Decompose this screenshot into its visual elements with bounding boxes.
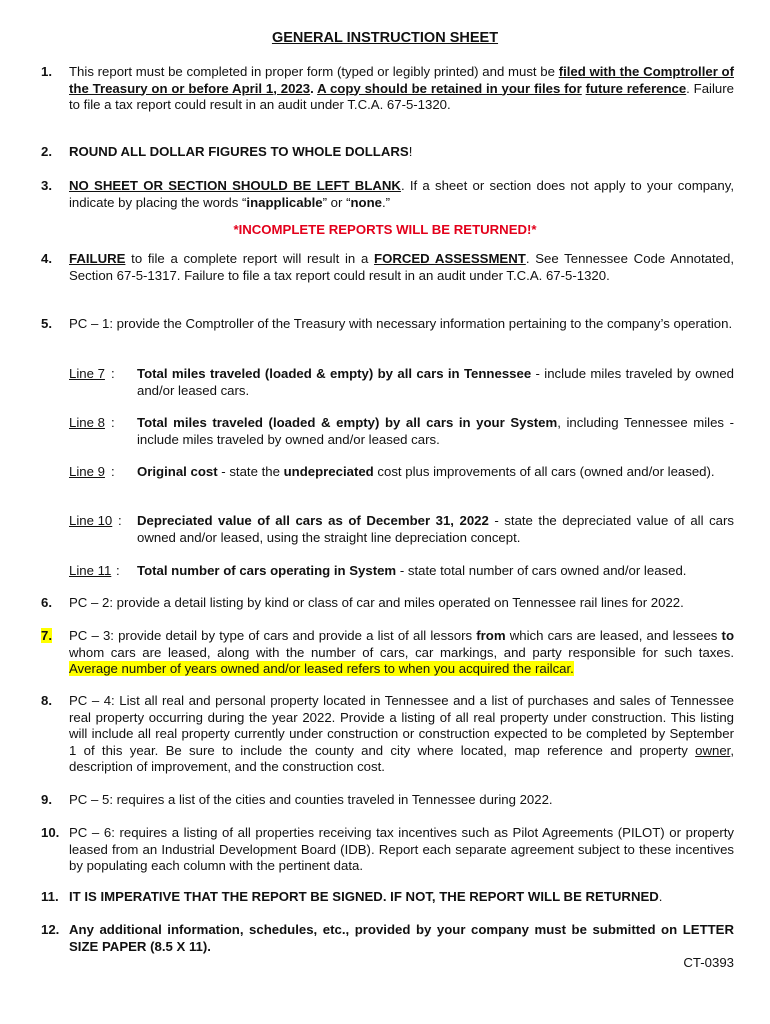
line-10-label: Line 10 xyxy=(69,513,113,528)
line-8-text: Total miles traveled (loaded & empty) by all cars in your System, including Tennessee miles - include miles traveled by owned and/or leased cars. xyxy=(137,415,734,447)
item-9-number: 9. xyxy=(41,792,52,807)
item-9-text: PC – 5: requires a list of the cities and counties traveled in Tennessee during 2022. xyxy=(69,792,553,807)
item-5-text: PC – 1: provide the Comptroller of the Treasury with necessary information pertaining to the company’s operation. xyxy=(69,316,733,331)
item-8-text: PC – 4: List all real and personal property located in Tennessee and a list of purchases and sales of Tennessee real property occurring during the year 2022. Provide a listing of all real property under construction. This listing will include all real property currently under construction or construction expected to be completed by September 1 of this year. Be sure to include the county and city where located, map reference and property owner, description of improvement, and the construction cost. xyxy=(69,693,734,774)
form-code: CT-0393 xyxy=(683,955,734,970)
item-1-text: This report must be completed in proper form (typed or legibly printed) and must be filed with the Comptroller of the Treasury on or before April 1, 2023. A copy should be retained in your files for future reference. Failure to file a tax report could result in an audit under T.C.A. 67-5-1320. xyxy=(69,64,734,112)
line-7-text: Total miles traveled (loaded & empty) by all cars in Tennessee - include miles traveled by owned and/or leased cars. xyxy=(137,366,734,398)
item-10-number: 10. xyxy=(41,825,60,840)
item-4-text: FAILURE to file a complete report will result in a FORCED ASSESSMENT. See Tennessee Code Annotated, Section 67-5-1317. Failure to file a tax report could result in an audit under T.C.A. 67-5-1320. xyxy=(69,251,734,283)
line-9-text: Original cost - state the undepreciated cost plus improvements of all cars (owned and/or leased). xyxy=(137,464,715,479)
item-10-text: PC – 6: requires a listing of all properties receiving tax incentives such as Pilot Agreements (PILOT) or property leased from an Industrial Development Board (IDB). Report each separate agreement subject to these incentives by populating each column with the pertinent data. xyxy=(69,825,734,873)
item-12-number: 12. xyxy=(41,922,60,937)
highlighted-note: Average number of years owned and/or leased refers to when you acquired the railcar. xyxy=(69,661,574,676)
item-7-number: 7. xyxy=(41,628,52,643)
item-6-text: PC – 2: provide a detail listing by kind or class of car and miles operated on Tennessee rail lines for 2022. xyxy=(69,595,684,610)
item-3-text: NO SHEET OR SECTION SHOULD BE LEFT BLANK. If a sheet or section does not apply to your company, indicate by placing the words “inapplicable” or “none.” xyxy=(69,178,735,210)
page-title: GENERAL INSTRUCTION SHEET xyxy=(271,30,499,46)
item-7-text: PC – 3: provide detail by type of cars and provide a list of all lessors from which cars are leased, and lessees to whom cars are leased, along with the number of cars, car markings, and party responsible for such taxes. Average number of years owned and/or leased refers to when you acquired the railcar. xyxy=(69,628,734,676)
item-6-number: 6. xyxy=(41,595,52,610)
item-4-number: 4. xyxy=(41,251,52,266)
item-2-number: 2. xyxy=(41,144,52,159)
line-11-label: Line 11 xyxy=(69,563,112,578)
item-3-number: 3. xyxy=(41,178,52,193)
item-5-number: 5. xyxy=(41,316,52,331)
line-10-text: Depreciated value of all cars as of December 31, 2022 - state the depreciated value of all cars owned and/or leased, using the straight line depreciation concept. xyxy=(137,513,734,545)
line-8-label: Line 8 xyxy=(69,415,105,430)
item-2-text: ROUND ALL DOLLAR FIGURES TO WHOLE DOLLARS! xyxy=(69,144,413,159)
incomplete-warning: *INCOMPLETE REPORTS WILL BE RETURNED!* xyxy=(233,222,537,237)
line-11-text: Total number of cars operating in System - state total number of cars owned and/or leased. xyxy=(137,563,687,578)
line-9-label: Line 9 xyxy=(69,464,105,479)
item-11-number: 11. xyxy=(41,889,59,904)
line-7-label: Line 7 xyxy=(69,366,105,381)
item-1-number: 1. xyxy=(41,64,52,79)
item-12-text: Any additional information, schedules, etc., provided by your company must be submitted on LETTER SIZE PAPER (8.5 X 11). xyxy=(69,922,734,954)
item-11-text: IT IS IMPERATIVE THAT THE REPORT BE SIGNED. IF NOT, THE REPORT WILL BE RETURNED. xyxy=(69,889,663,904)
item-8-number: 8. xyxy=(41,693,52,708)
